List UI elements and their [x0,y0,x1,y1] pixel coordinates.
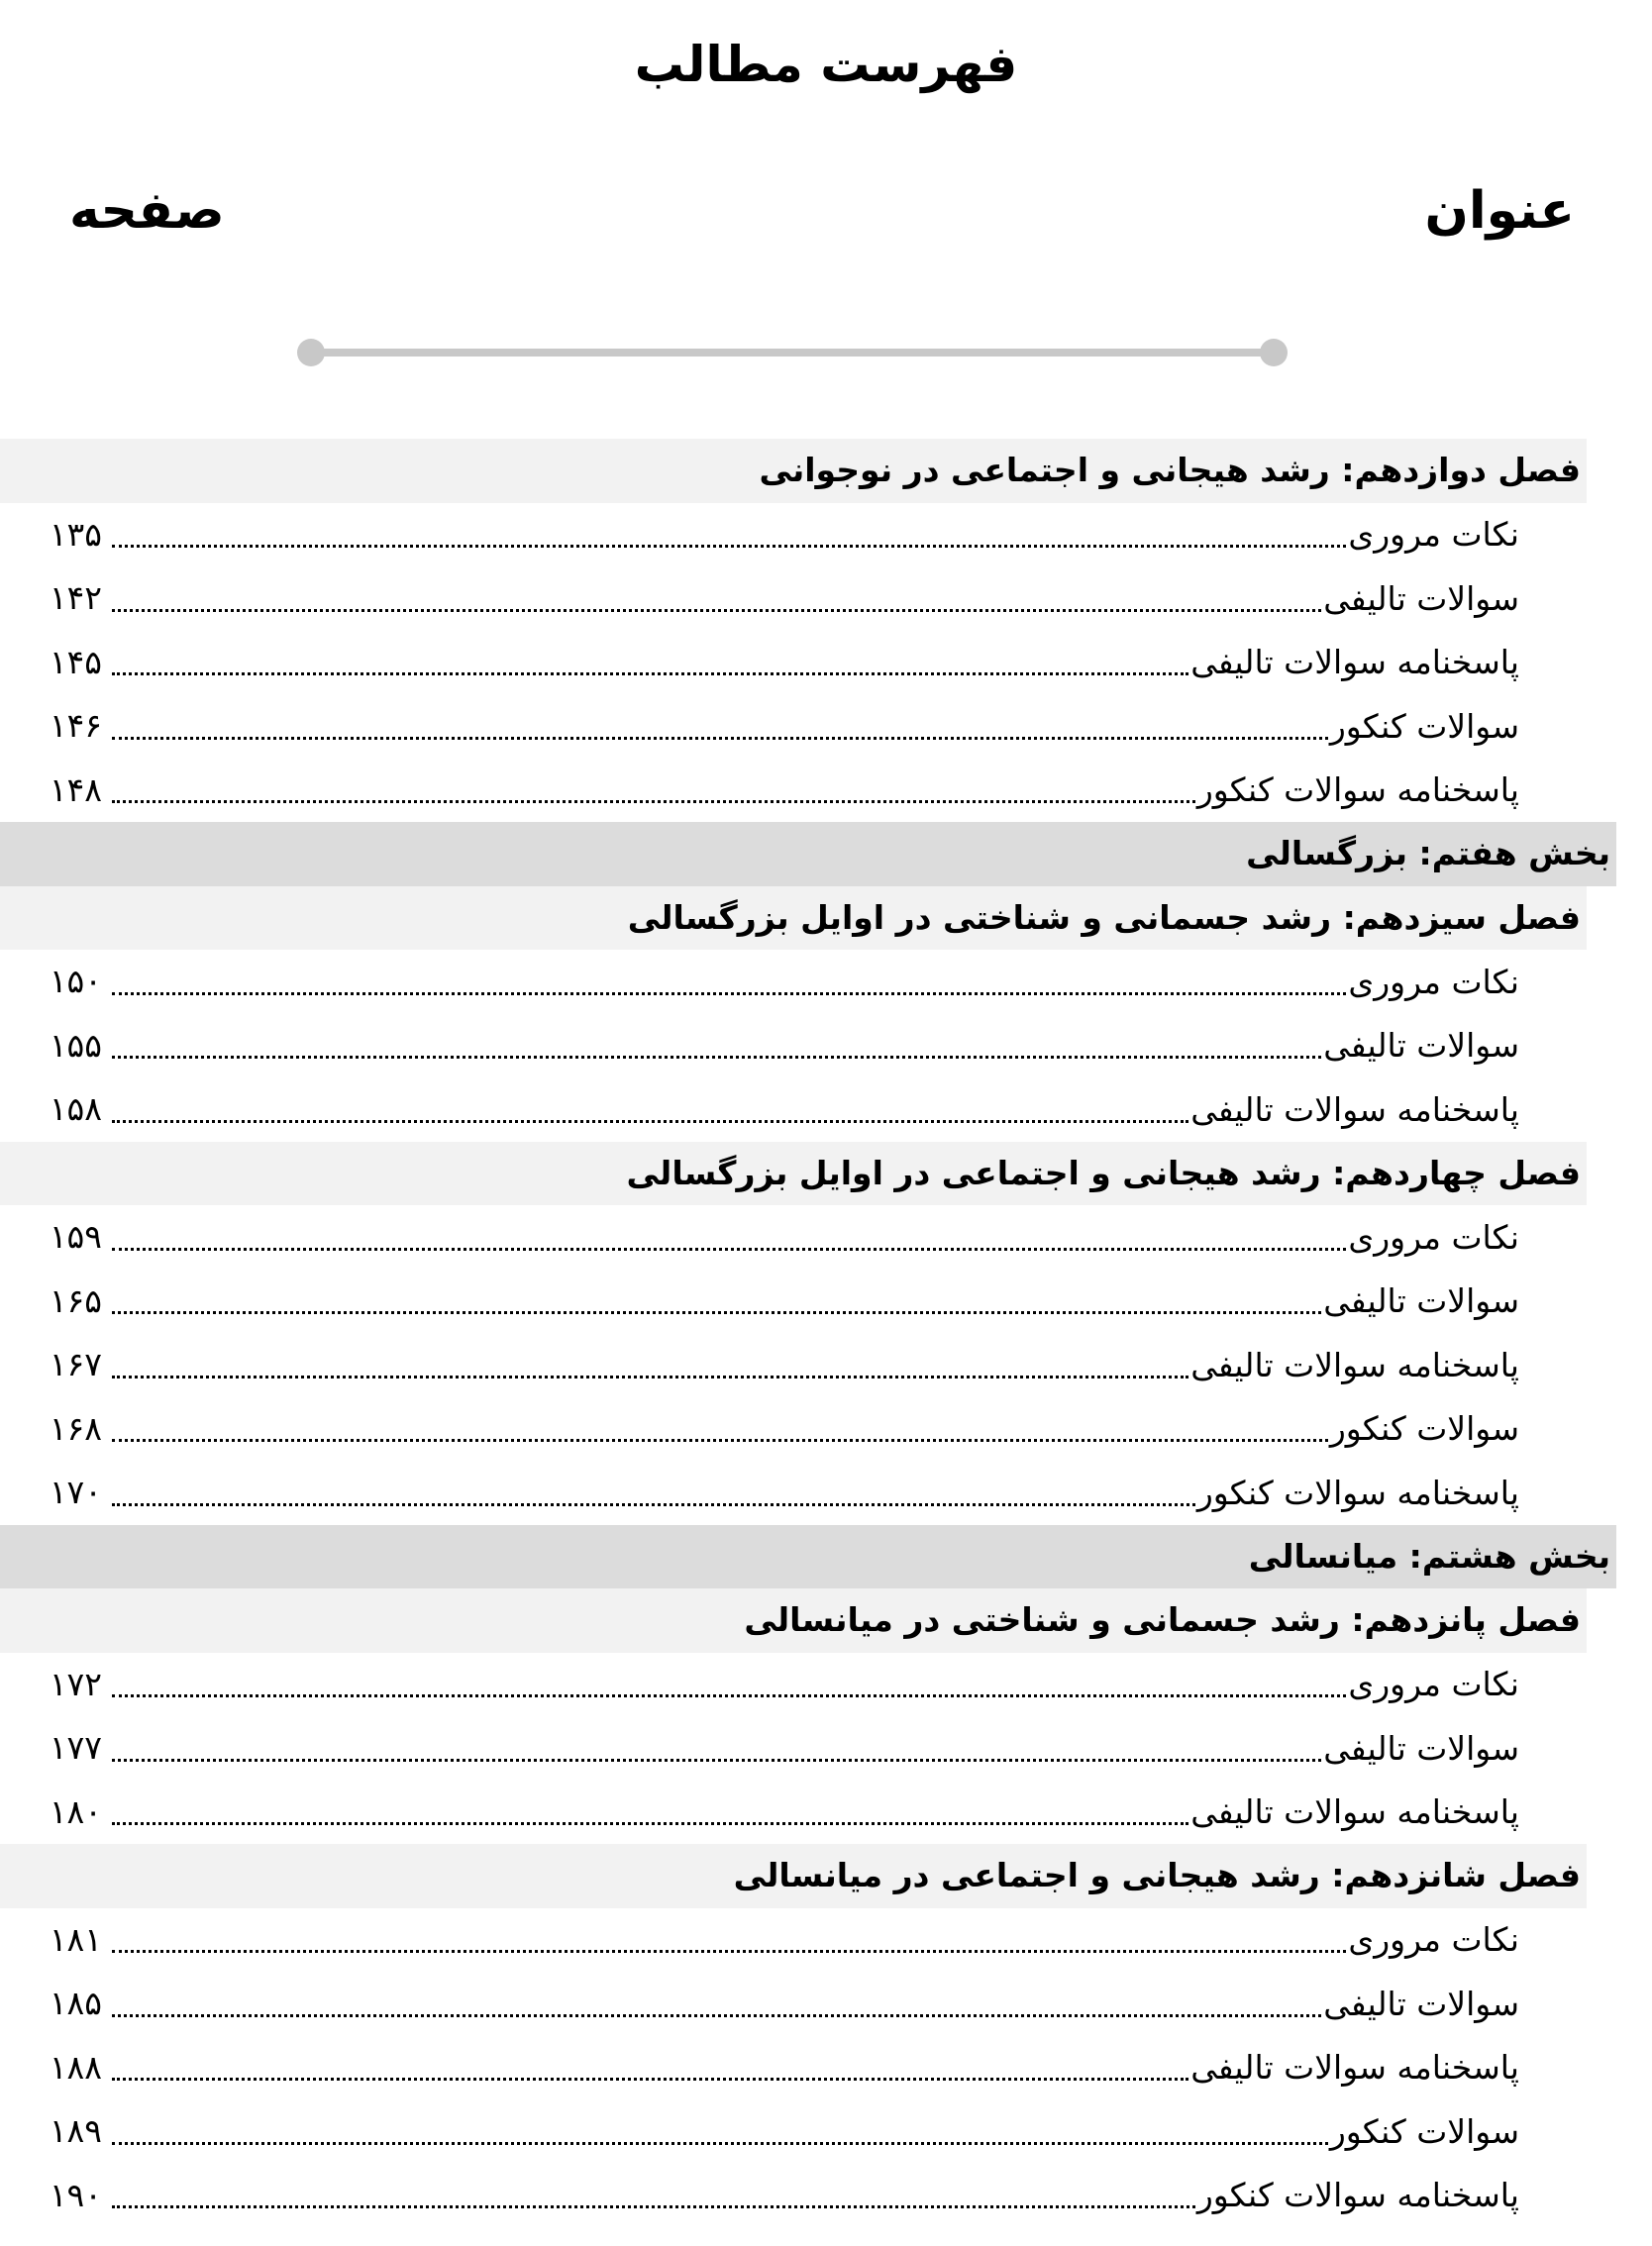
toc-entry [0,1653,1652,1717]
toc-entry-line [102,950,1519,1014]
toc-entry-label: نکات مروری [1348,1665,1519,1703]
toc-entry-label: نکات مروری [1348,515,1519,554]
dot-leader [112,737,1328,740]
toc-entry-label: پاسخنامه سوالات تالیفی [1190,2048,1519,2087]
toc-entry [0,503,1652,567]
toc-entry-line [102,759,1519,823]
toc-entry [0,1077,1652,1142]
toc-entry-label: پاسخنامه سوالات تالیفی [1190,1792,1519,1831]
toc-entry-label: سوالات کنکور [1329,706,1519,746]
toc-entry-label: پاسخنامه سوالات کنکور [1196,770,1519,809]
toc-entry-page: ۱۴۲ [49,578,102,617]
toc-entry [0,1397,1652,1462]
decorative-divider [297,338,1288,367]
toc-entry-line [102,1333,1519,1397]
dot-leader [112,2142,1328,2145]
toc-entry-page: ۱۴۸ [49,769,102,809]
toc-entry [0,1716,1652,1781]
toc-part-heading [0,822,1616,886]
dot-leader [112,545,1346,548]
toc-entry-label: سوالات تالیفی [1323,1728,1519,1768]
toc-chapter-heading [0,886,1587,951]
toc-entry-label: پاسخنامه سوالات کنکور [1196,1473,1519,1512]
toc-entry-line [102,1972,1519,2036]
chapter-title: فصل چهاردهم: رشد هیجانی و اجتماعی در اوایل بزرگسالی [626,1153,1581,1192]
dot-leader [112,1694,1346,1697]
toc-entry-line [102,2099,1519,2164]
dot-leader [112,2078,1188,2081]
chapter-title: فصل پانزدهم: رشد جسمانی و شناختی در میانسالی [744,1600,1581,1639]
toc-entry-label: نکات مروری [1348,1217,1519,1257]
toc-entry-page: ۱۹۰ [49,2175,102,2214]
dot-leader [112,2205,1195,2208]
toc-entry-label: سوالات تالیفی [1323,578,1519,618]
page-column-header: صفحه [69,181,225,241]
dot-leader [112,1056,1321,1059]
chapter-title: فصل شانزدهم: رشد هیجانی و اجتماعی در میانسالی [733,1856,1581,1894]
toc-entry-line [102,1397,1519,1462]
toc-entry-page: ۱۸۹ [49,2111,102,2150]
toc-entry-label: سوالات تالیفی [1323,1026,1519,1065]
dot-leader [112,1759,1321,1762]
dot-leader [112,1248,1346,1251]
toc-entry-line [102,1716,1519,1781]
toc-entry-page: ۱۳۵ [49,514,102,554]
toc-entry-line [102,1781,1519,1845]
dot-leader [112,1311,1321,1314]
toc-chapter-heading [0,1142,1587,1206]
toc-entry-page: ۱۷۰ [49,1473,102,1511]
toc-entry [0,1781,1652,1845]
toc-entry-page: ۱۴۵ [49,642,102,681]
toc-entry [0,1205,1652,1270]
toc-entry-line [102,631,1519,695]
dot-leader [112,609,1321,612]
title-column-header: عنوان [1424,181,1575,241]
toc-entry-page: ۱۸۸ [49,2047,102,2087]
toc-entry-page: ۱۷۲ [49,1664,102,1703]
toc-entry-line [102,1077,1519,1142]
toc-entry [0,759,1652,823]
dot-leader [112,800,1195,803]
toc-chapter-heading [0,439,1587,503]
toc-entry [0,950,1652,1014]
toc-entry [0,2164,1652,2228]
toc-entry [0,2099,1652,2164]
toc-entry-line [102,503,1519,567]
toc-entry-label: نکات مروری [1348,1920,1519,1959]
toc-entry [0,1908,1652,1973]
part-title: بخش هشتم: میانسالی [1248,1536,1610,1576]
toc-entry [0,1014,1652,1078]
toc-entry-line [102,2164,1519,2228]
toc-entry-label: پاسخنامه سوالات تالیفی [1190,1345,1519,1384]
toc-entry [0,1333,1652,1397]
toc-entry-page: ۱۸۱ [49,1919,102,1959]
chapter-title: فصل دوازدهم: رشد هیجانی و اجتماعی در نوجوانی [759,451,1581,489]
toc-entry-label: پاسخنامه سوالات تالیفی [1190,643,1519,681]
toc-entry-label: پاسخنامه سوالات کنکور [1196,2176,1519,2214]
toc-chapter-heading [0,1588,1587,1653]
dot-leader [112,1120,1188,1123]
part-title: بخش هفتم: بزرگسالی [1246,834,1610,872]
toc-entry-label: سوالات تالیفی [1323,1984,1519,2023]
page-title: فهرست مطالب [634,36,1018,93]
toc-entry-line [102,1270,1519,1334]
dot-leader [112,1950,1346,1953]
toc-entry-page: ۱۶۵ [49,1280,102,1320]
toc-entry [0,2036,1652,2100]
toc-entry-line [102,2036,1519,2100]
toc-entry-page: ۱۸۵ [49,1984,102,2022]
toc-entry-page: ۱۸۰ [49,1791,102,1831]
toc-entry-label: سوالات کنکور [1329,1409,1519,1448]
toc-entry [0,566,1652,631]
toc-entry-label: سوالات تالیفی [1323,1281,1519,1320]
toc-chapter-heading [0,1844,1587,1908]
table-of-contents [0,439,1652,2227]
dot-leader [112,2014,1321,2017]
toc-entry-label: پاسخنامه سوالات تالیفی [1190,1089,1519,1129]
toc-entry-page: ۱۵۸ [49,1089,102,1128]
toc-entry-page: ۱۷۷ [49,1728,102,1767]
toc-entry-page: ۱۴۶ [49,706,102,745]
toc-entry-line [102,1461,1519,1525]
dot-leader [112,1376,1188,1378]
toc-entry [0,1461,1652,1525]
toc-entry [0,1270,1652,1334]
toc-entry-page: ۱۵۰ [49,962,102,1000]
dot-leader [112,672,1188,675]
dot-leader [112,1439,1328,1442]
toc-entry [0,631,1652,695]
dot-leader [112,1503,1195,1506]
toc-entry [0,1972,1652,2036]
toc-entry-page: ۱۶۷ [49,1345,102,1383]
toc-entry-line [102,1908,1519,1973]
toc-entry-line [102,566,1519,631]
toc-entry-label: نکات مروری [1348,962,1519,1001]
toc-entry-page: ۱۶۸ [49,1408,102,1448]
toc-entry-line [102,1653,1519,1717]
dot-leader [112,992,1346,995]
toc-entry-page: ۱۵۹ [49,1217,102,1256]
dot-leader [112,1822,1188,1825]
toc-entry-page: ۱۵۵ [49,1025,102,1065]
toc-part-heading [0,1525,1616,1589]
chapter-title: فصل سیزدهم: رشد جسمانی و شناختی در اوایل بزرگسالی [627,897,1581,937]
toc-entry-line [102,1014,1519,1078]
toc-entry-line [102,1205,1519,1270]
toc-entry-label: سوالات کنکور [1329,2111,1519,2151]
toc-entry-line [102,694,1519,759]
toc-entry [0,694,1652,759]
